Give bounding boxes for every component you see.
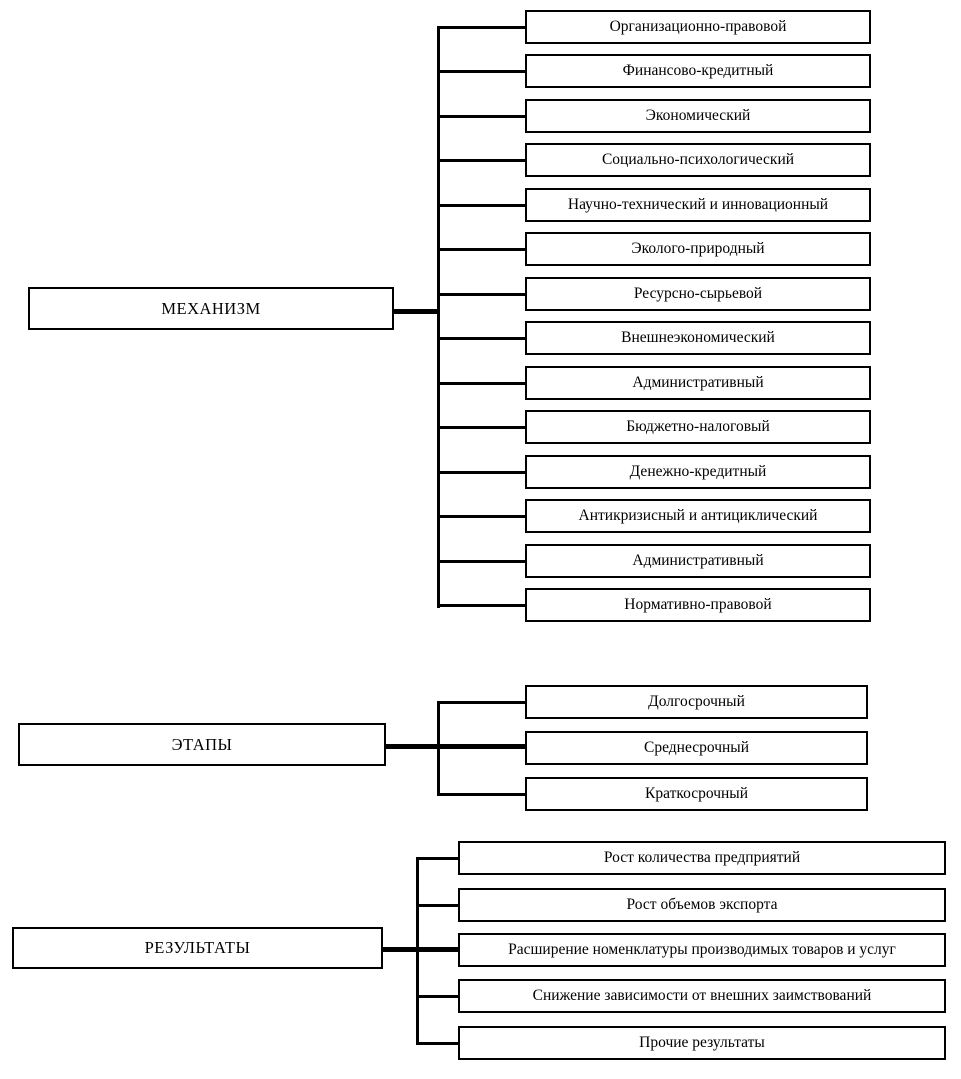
results-item-box: Рост объемов экспорта	[458, 888, 946, 922]
results-parent-box: РЕЗУЛЬТАТЫ	[12, 927, 383, 969]
stages-branch-line	[439, 701, 525, 704]
mechanism-branch-line	[439, 604, 525, 607]
mechanism-parent-connector-line	[394, 309, 440, 314]
mechanism-item-box: Организационно-правовой	[525, 10, 871, 44]
stages-parent-box: ЭТАПЫ	[18, 723, 386, 766]
mechanism-item-box: Внешнеэкономический	[525, 321, 871, 355]
mechanism-item-box: Научно-технический и инновационный	[525, 188, 871, 222]
mechanism-branch-line	[439, 204, 525, 207]
mechanism-branch-line	[439, 248, 525, 251]
mechanism-branch-line	[439, 70, 525, 73]
mechanism-parent-box: МЕХАНИЗМ	[28, 287, 394, 330]
stages-item-box: Краткосрочный	[525, 777, 868, 811]
mechanism-item-box: Бюджетно-налоговый	[525, 410, 871, 444]
stages-item-box: Долгосрочный	[525, 685, 868, 719]
stages-parent-connector-line	[384, 744, 525, 749]
mechanism-item-box: Денежно-кредитный	[525, 455, 871, 489]
results-item-box: Снижение зависимости от внешних заимствований	[458, 979, 946, 1013]
mechanism-item-box: Административный	[525, 366, 871, 400]
stages-spine-line	[437, 701, 440, 796]
results-branch-line	[418, 995, 458, 998]
mechanism-branch-line	[439, 293, 525, 296]
mechanism-item-box: Административный	[525, 544, 871, 578]
results-branch-line	[418, 857, 458, 860]
results-branch-line	[418, 904, 458, 907]
mechanism-item-box: Эколого-природный	[525, 232, 871, 266]
mechanism-item-box: Экономический	[525, 99, 871, 133]
results-branch-line	[418, 1042, 458, 1045]
mechanism-item-box: Финансово-кредитный	[525, 54, 871, 88]
stages-item-box: Среднесрочный	[525, 731, 868, 765]
results-item-box: Рост количества предприятий	[458, 841, 946, 875]
mechanism-branch-line	[439, 426, 525, 429]
mechanism-item-box: Антикризисный и антициклический	[525, 499, 871, 533]
results-item-box: Прочие результаты	[458, 1026, 946, 1060]
mechanism-branch-line	[439, 115, 525, 118]
results-item-box: Расширение номенклатуры производимых товаров и услуг	[458, 933, 946, 967]
results-parent-connector-line	[381, 947, 458, 952]
mechanism-branch-line	[439, 382, 525, 385]
results-spine-line	[416, 857, 419, 1045]
mechanism-item-box: Социально-психологический	[525, 143, 871, 177]
mechanism-branch-line	[439, 471, 525, 474]
mechanism-item-box: Нормативно-правовой	[525, 588, 871, 622]
mechanism-item-box: Ресурсно-сырьевой	[525, 277, 871, 311]
mechanism-branch-line	[439, 337, 525, 340]
mechanism-branch-line	[439, 515, 525, 518]
mechanism-branch-line	[439, 159, 525, 162]
stages-branch-line	[439, 793, 525, 796]
mechanism-spine-line	[437, 26, 440, 608]
mechanism-branch-line	[439, 560, 525, 563]
mechanism-branch-line	[439, 26, 525, 29]
